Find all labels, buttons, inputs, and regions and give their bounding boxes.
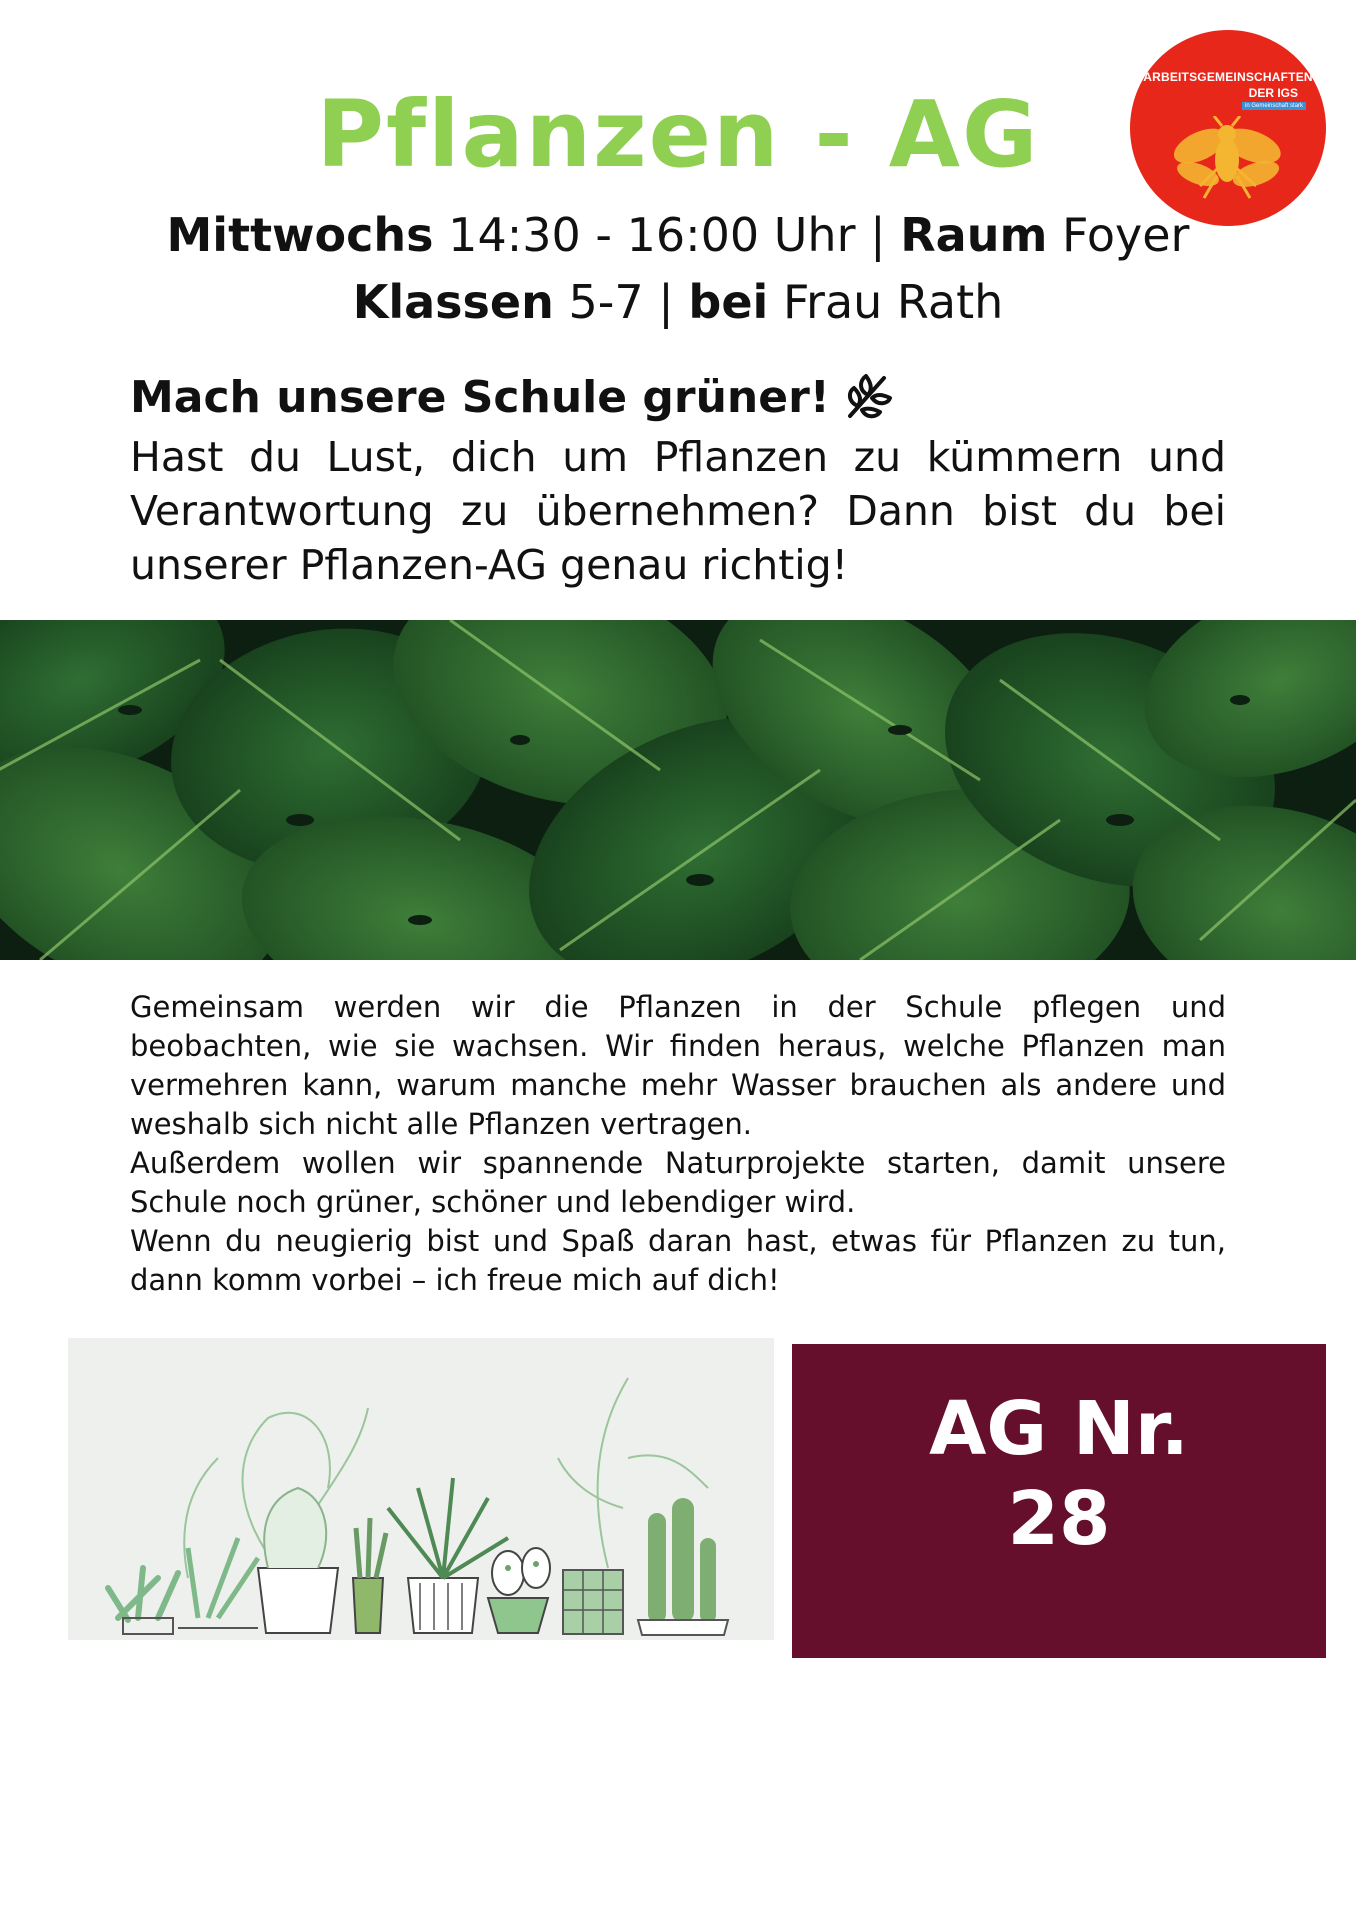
day-label: Mittwochs (166, 208, 434, 262)
time-value: 14:30 - 16:00 Uhr (448, 208, 856, 262)
room-value: Foyer (1062, 208, 1190, 262)
page-title: Pflanzen - AG (316, 81, 1040, 188)
ag-number-box (792, 1344, 1326, 1658)
leaf-sprig-icon (844, 370, 896, 420)
logo-tagline: in Gemeinschaft stark (1242, 102, 1306, 110)
logo-line1: ARBEITSGEMEINSCHAFTEN (1143, 70, 1313, 84)
body-text (130, 988, 1226, 1300)
potted-plants-illustration (68, 1338, 774, 1640)
potted-plants-image (68, 1338, 774, 1640)
monstera-leaves-photo (0, 620, 1356, 960)
classes-label: Klassen (352, 275, 554, 329)
schedule-line (0, 205, 1356, 265)
classes-value: 5-7 (568, 275, 644, 329)
class-line (0, 272, 1356, 332)
body-paragraph-1: Gemeinsam werden wir die Pflanzen in der Schule pflegen und beobachten, wie sie wachsen. Wir finden heraus, welche Pflanzen man vermehren kann, warum manche mehr Wasser brauchen als andere und weshalb sich nicht alle Pflanzen vertragen. (130, 990, 1226, 1141)
headline (130, 362, 896, 426)
body-paragraph-3: Wenn du neugierig bist und Spaß daran hast, etwas für Pflanzen zu tun, dann komm vorbei – ich freue mich auf dich! (130, 1224, 1226, 1297)
logo-line2: DER IGS (1248, 86, 1298, 100)
ag-number-label: AG Nr. (929, 1386, 1189, 1472)
room-label: Raum (900, 208, 1048, 262)
ag-number-value: 28 (1007, 1476, 1111, 1562)
teacher-value: Frau Rath (782, 275, 1004, 329)
intro-text: Hast du Lust, dich um Pflanzen zu kümmern und Verantwortung zu übernehmen? Dann bist du bei unserer Pflanzen-AG genau richtig! (130, 433, 1226, 589)
body-paragraph-2: Außerdem wollen wir spannende Naturprojekte starten, damit unsere Schule noch grüner, schöner und lebendiger wird. (130, 1146, 1226, 1219)
teacher-label: bei (688, 275, 769, 329)
separator: | (870, 208, 886, 262)
headline-text: Mach unsere Schule grüner! (130, 372, 830, 423)
separator: | (658, 275, 674, 329)
monstera-leaves-image (0, 620, 1356, 960)
